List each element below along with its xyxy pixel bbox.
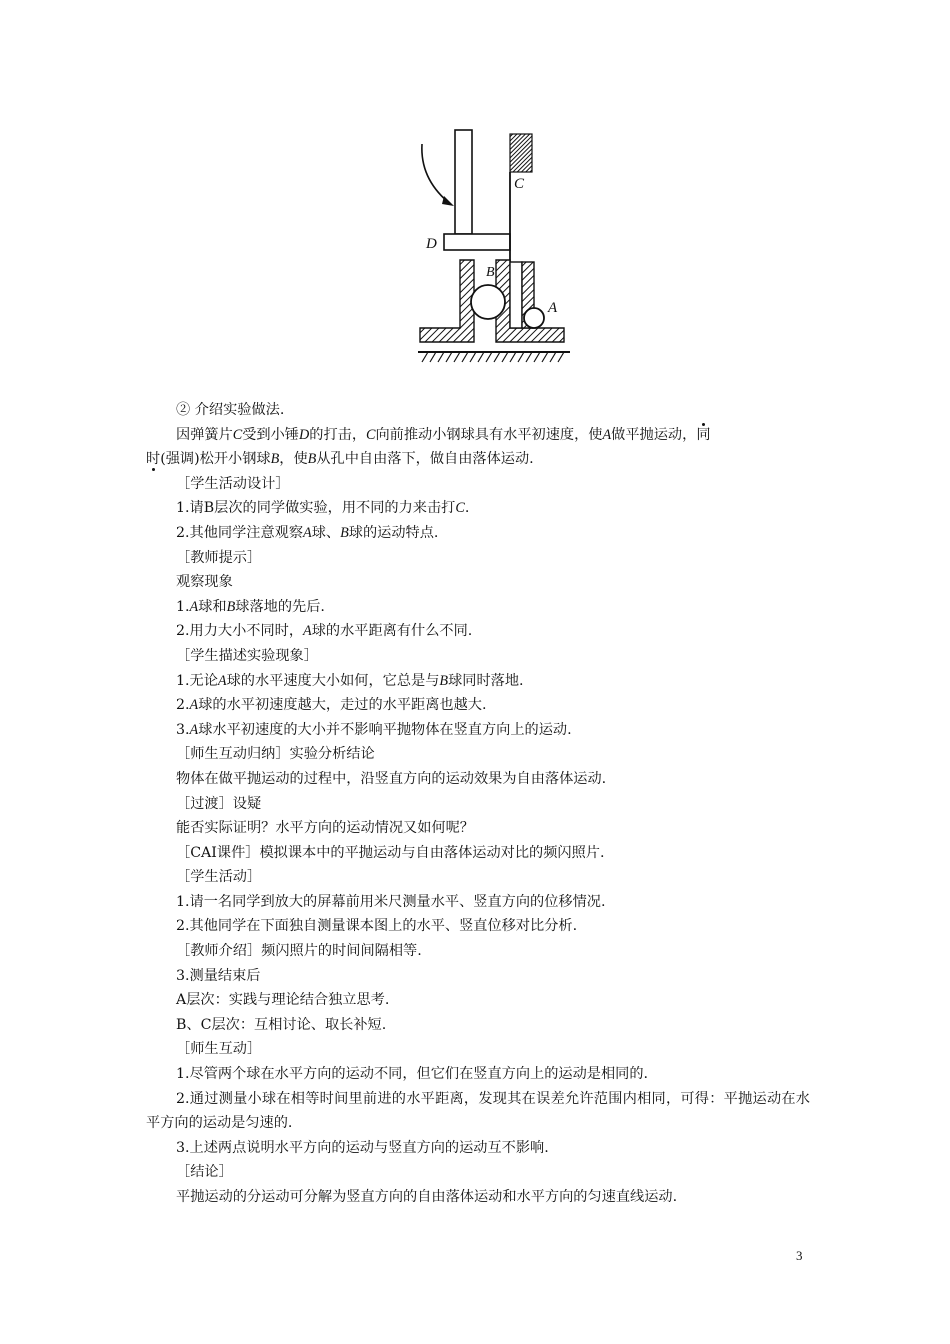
hammer-d: [444, 234, 510, 250]
section-heading: ［师生互动归纳］实验分析结论: [176, 746, 375, 763]
paragraph: B、C层次：互相讨论、取长补短.: [176, 1016, 387, 1033]
ball-a: [524, 308, 544, 328]
list-item: 1.尽管两个球在水平方向的运动不同，但它们在竖直方向上的运动是相同的.: [176, 1066, 649, 1083]
arrow-head: [442, 196, 454, 206]
paragraph: 物体在做平抛运动的过程中，沿竖直方向的运动效果为自由落体运动.: [176, 770, 607, 787]
section-heading: ［学生活动设计］: [176, 475, 290, 492]
paragraph: 平抛运动的分运动可分解为竖直方向的自由落体运动和水平方向的匀速直线运动.: [176, 1189, 678, 1205]
list-item: 2.其他同学在下面独自测量课本图上的水平、竖直位移对比分析.: [176, 918, 578, 935]
ground-hatching: [422, 352, 564, 362]
apparatus-figure: [414, 126, 574, 378]
spring-plate-top: [510, 134, 532, 172]
list-item: 2.A球的水平初速度越大，走过的水平距离也越大.: [176, 697, 487, 714]
paragraph: 能否实际证明？水平方向的运动情况又如何呢？: [176, 820, 474, 837]
paragraph: 观察现象: [176, 574, 233, 591]
left-support: [420, 260, 474, 342]
label-d: D: [426, 236, 437, 252]
section-heading: ［学生描述实验现象］: [176, 647, 318, 664]
list-item: 2.通过测量小球在相等时间里前进的水平距离，发现其在误差允许范围内相同，可得：平抛运动在水平方向的运动是匀速的.: [146, 1090, 810, 1132]
motion-arrow: [422, 144, 448, 202]
page-number: 3: [796, 1248, 803, 1263]
paragraph: ［教师介绍］频闪照片的时间间隔相等.: [176, 943, 422, 960]
section-heading: ［过渡］设疑: [176, 795, 262, 812]
section-heading: ［学生活动］: [176, 869, 262, 886]
label-c: C: [514, 176, 525, 192]
list-item: 2.其他同学注意观察A球、B球的运动特点.: [176, 524, 439, 541]
section-heading: ［师生互动］: [176, 1041, 262, 1058]
section-heading: ［结论］: [176, 1164, 233, 1181]
label-b: B: [486, 265, 495, 280]
intro-title: ② 介绍实验做法.: [176, 402, 285, 418]
list-item: 3.测量结束后: [176, 967, 261, 984]
hammer-rod: [455, 130, 472, 234]
document-body: [146, 398, 810, 1210]
list-item: 1.A球和B球落地的先后.: [176, 598, 325, 615]
intro-paragraph-line2: 时(强调)松开小钢球B，使B从孔中自由落下，做自由落体运动.: [146, 451, 534, 468]
list-item: 1.请B层次的同学做实验，用不同的力来击打C.: [176, 500, 470, 517]
ball-b: [471, 285, 505, 319]
list-item: 2.用力大小不同时，A球的水平距离有什么不同.: [176, 623, 473, 640]
list-item: 3.上述两点说明水平方向的运动与竖直方向的运动互不影响.: [176, 1139, 549, 1156]
paragraph: ［CAI课件］模拟课本中的平抛运动与自由落体运动对比的频闪照片.: [176, 844, 605, 861]
label-a: A: [548, 300, 558, 316]
inner-plate: [510, 262, 522, 328]
intro-paragraph: 因弹簧片C受到小锤D的打击，C向前推动小钢球具有水平初速度，使A做平抛运动，同: [176, 426, 711, 443]
section-heading: ［教师提示］: [176, 549, 262, 566]
list-item: 1.请一名同学到放大的屏幕前用米尺测量水平、竖直方向的位移情况.: [176, 893, 606, 910]
paragraph: A层次：实践与理论结合独立思考.: [176, 992, 390, 1009]
list-item: 1.无论A球的水平速度大小如何，它总是与B球同时落地.: [176, 672, 524, 689]
list-item: 3.A球水平初速度的大小并不影响平抛物体在竖直方向上的运动.: [176, 721, 572, 738]
